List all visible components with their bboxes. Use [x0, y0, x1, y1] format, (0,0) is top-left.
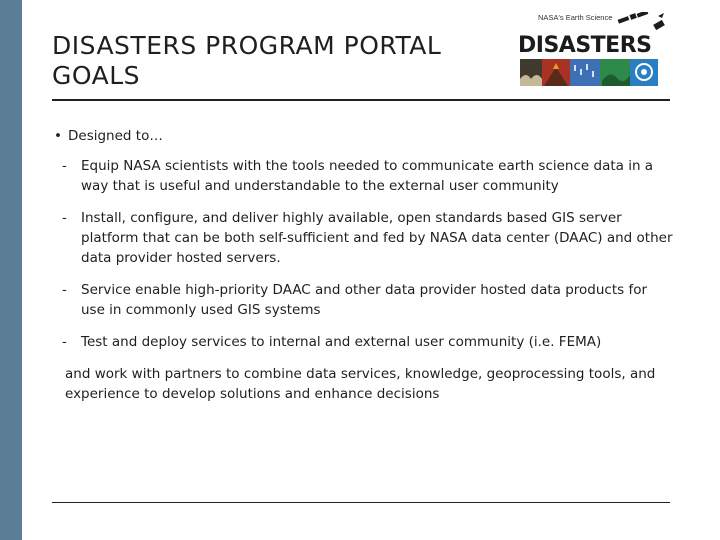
goal-text: Equip NASA scientists with the tools needed to communicate earth science data in a way that is useful and understandable to the external user community — [81, 158, 654, 194]
goal-text: Service enable high-priority DAAC and other data provider hosted data products for use in commonly used GIS systems — [81, 282, 648, 318]
title-line-2: GOALS — [52, 61, 141, 90]
goal-text: Test and deploy services to internal and external user community (i.e. FEMA) — [81, 334, 602, 350]
intro-text: Designed to… — [68, 128, 163, 144]
goal-item — [62, 208, 674, 268]
goal-text: Install, configure, and deliver highly available, open standards based GIS server platform that can be both self-sufficient and fed by NASA data center (DAAC) and other data provider hosted servers. — [81, 210, 673, 266]
title-divider — [52, 99, 670, 101]
dash-marker: - — [62, 334, 67, 350]
goal-item — [62, 156, 674, 196]
closing-text: and work with partners to combine data services, knowledge, geoprocessing tools, and experience to develop solutions and enhance decisions — [65, 366, 656, 402]
goal-item — [62, 332, 674, 352]
title-line-1: DISASTERS PROGRAM PORTAL — [52, 31, 442, 60]
satellite-icon — [608, 12, 668, 34]
goal-list — [54, 156, 674, 352]
left-accent-bar — [0, 0, 22, 540]
intro-bullet — [54, 126, 674, 146]
goal-item — [62, 280, 674, 320]
disasters-logo — [518, 12, 670, 88]
logo-wordmark: DISASTERS — [518, 33, 652, 58]
dash-marker: - — [62, 210, 67, 226]
disaster-scenes-icon — [520, 59, 658, 86]
slide-title — [52, 31, 522, 91]
footer-divider — [52, 502, 670, 503]
dash-marker: - — [62, 158, 67, 174]
dash-marker: - — [62, 282, 67, 298]
slide-body — [54, 126, 674, 404]
logo-tagline: NASA's Earth Science — [538, 13, 613, 22]
bullet-marker: • — [54, 128, 62, 144]
